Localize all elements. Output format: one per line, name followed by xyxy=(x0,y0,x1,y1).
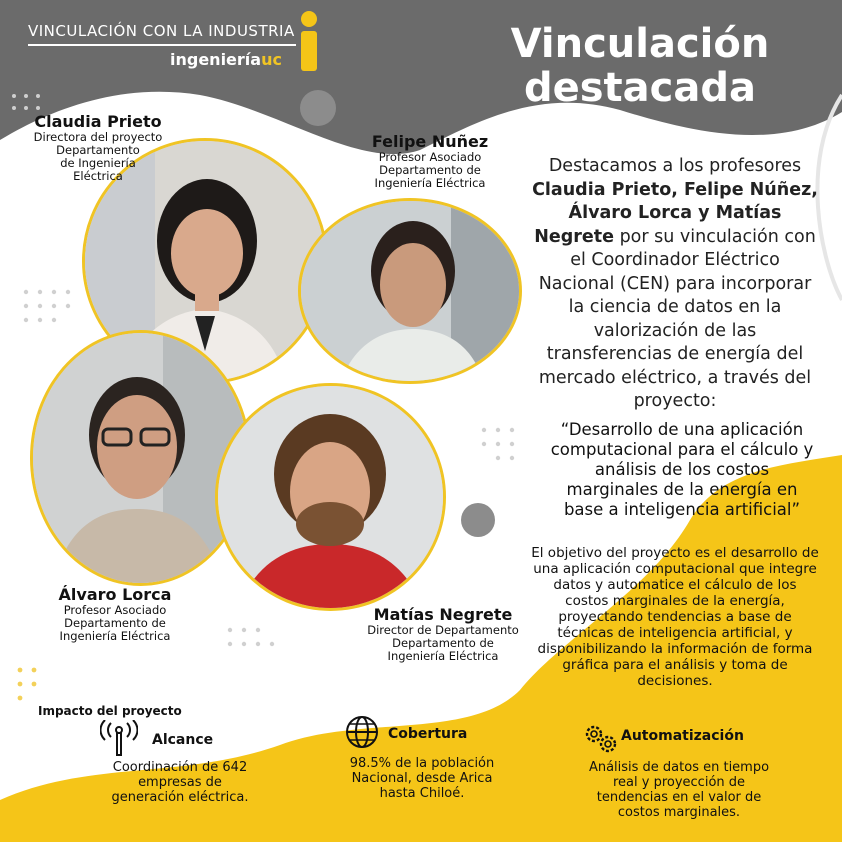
photo-alvaro-lorca xyxy=(30,330,251,586)
decor-arc xyxy=(817,95,842,300)
person-department: Departamento de xyxy=(392,636,494,650)
antenna-icon xyxy=(100,720,138,756)
cobertura-text: 98.5% de la población Nacional, desde Arica hasta Chiloé. xyxy=(349,756,495,801)
automatizacion-heading: Automatización xyxy=(621,728,744,744)
dot-grid-left xyxy=(24,290,70,322)
caption-alvaro-lorca xyxy=(30,585,200,643)
alcance-heading: Alcance xyxy=(152,732,214,748)
globe-icon xyxy=(344,714,380,750)
person-department: Eléctrica xyxy=(73,169,123,183)
project-title-quote: “Desarrollo de una aplicación computacional para el cálculo y análisis de los costos marginales de la energía en base a inteligencia artificial” xyxy=(550,420,814,519)
person-role: Profesor Asociado xyxy=(378,150,482,164)
caption-claudia-prieto xyxy=(18,112,178,183)
person-department: Departamento xyxy=(56,143,140,157)
main-title-line1: Vinculación xyxy=(510,21,770,67)
main-title xyxy=(490,22,790,110)
person-department: Departamento de xyxy=(379,163,481,177)
intro-paragraph xyxy=(530,155,820,414)
intro-names: Claudia Prieto, Felipe Núñez, Álvaro Lorca y Matías Negrete xyxy=(532,179,818,247)
person-name: Felipe Nuñez xyxy=(371,132,489,151)
intro-rest: por su vinculación con el Coordinador Eléctrico Nacional (CEN) para incorporar la ciencia de datos en la valorización de las transferencias de energía del mercado eléctrico, a través del proyecto: xyxy=(538,226,816,411)
brand-logotype-main: ingeniería xyxy=(170,50,262,69)
dot-grid-bottom xyxy=(228,628,274,646)
person-name: Claudia Prieto xyxy=(34,112,162,131)
person-role: Director de Departamento xyxy=(367,623,519,637)
caption-felipe-nunez xyxy=(355,132,505,190)
main-title-line2: destacada xyxy=(523,65,756,111)
person-role: Profesor Asociado xyxy=(63,603,167,617)
person-name: Matías Negrete xyxy=(373,605,513,624)
ingenieria-i-logo-icon xyxy=(298,10,320,72)
brand-tagline: VINCULACIÓN CON LA INDUSTRIA xyxy=(28,22,295,40)
person-department: Ingeniería Eléctrica xyxy=(59,629,171,643)
alcance-text: Coordinación de 642 empresas de generación eléctrica. xyxy=(111,760,249,805)
cobertura-heading: Cobertura xyxy=(388,726,468,742)
gears-icon xyxy=(582,722,620,754)
impact-heading: Impacto del proyecto xyxy=(38,704,182,718)
brand-logotype xyxy=(170,50,282,69)
dot-grid-bottom-left xyxy=(18,668,37,701)
person-department: de Ingeniería xyxy=(60,156,136,170)
photo-matias-negrete xyxy=(215,383,446,611)
brand-divider xyxy=(28,44,296,46)
person-department: Ingeniería Eléctrica xyxy=(387,649,499,663)
dot-grid-right xyxy=(482,428,514,460)
person-name: Álvaro Lorca xyxy=(58,585,172,604)
gray-dot-2 xyxy=(461,503,495,537)
person-department: Departamento de xyxy=(64,616,166,630)
person-role: Directora del proyecto xyxy=(33,130,163,144)
person-department: Ingeniería Eléctrica xyxy=(374,176,486,190)
gray-dot-1 xyxy=(300,90,336,126)
caption-matias-negrete xyxy=(358,605,528,663)
intro-lead: Destacamos a los profesores xyxy=(548,156,802,176)
photo-felipe-nunez xyxy=(298,198,522,384)
objective-paragraph: El objetivo del proyecto es el desarrollo de una aplicación computacional que integre datos y automatice el cálculo de los costos marginales de la energía, proyectando tendencias a base de técnicas de inteligencia artificial, y disponibilizando la información de forma gráfica para el análisis y toma de decisiones. xyxy=(531,545,819,689)
automatizacion-text: Análisis de datos en tiempo real y proyección de tendencias en el valor de costos marginales. xyxy=(588,760,770,820)
brand-logotype-uc: uc xyxy=(261,50,282,69)
